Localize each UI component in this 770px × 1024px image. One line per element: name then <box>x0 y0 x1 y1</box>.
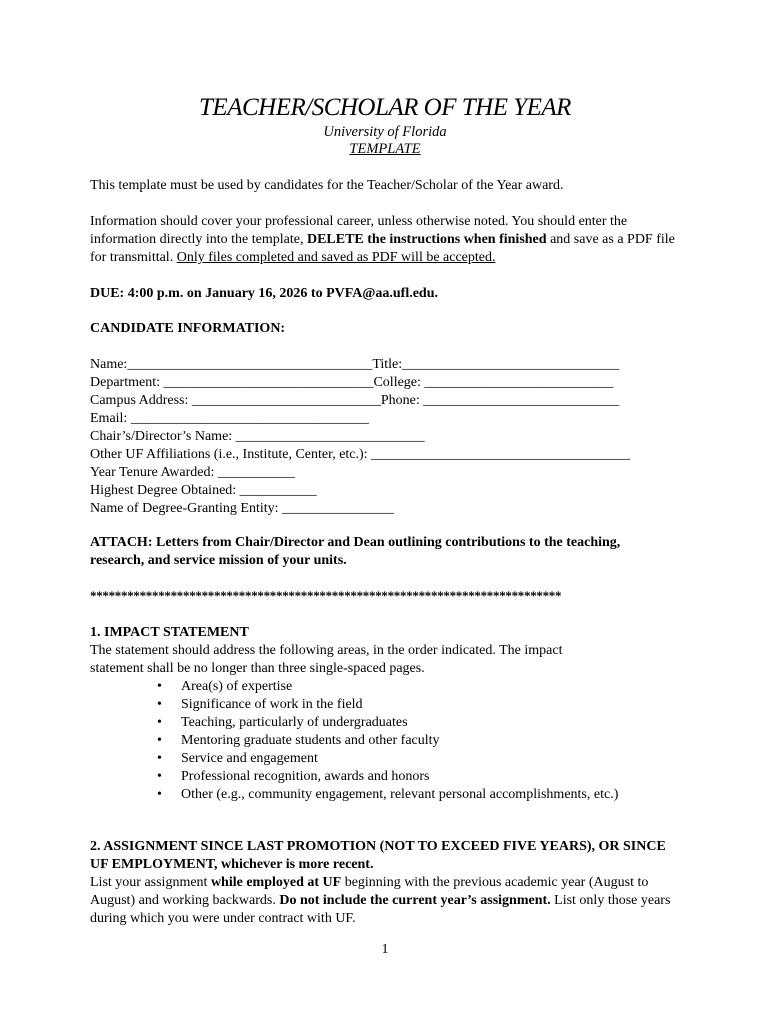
list-item: • Other (e.g., community engagement, relevant personal accomplishments, etc.) <box>157 787 619 802</box>
page-number: 1 <box>381 942 389 957</box>
delete-instructions-note: DELETE the instructions when finished <box>306 232 547 247</box>
list-item: • Mentoring graduate students and other faculty <box>157 733 440 748</box>
page-title: TEACHER/SCHOLAR OF THE YEAR <box>199 94 571 121</box>
bullet-icon: • <box>157 751 162 766</box>
institution-name: University of Florida <box>323 124 447 140</box>
separator-line: **************************************************************************** <box>90 588 562 603</box>
attach-note: ATTACH: Letters from Chair/Director and Dean outlining contributions to the teaching, research, and service mission of your units. <box>90 535 621 568</box>
list-item: • Service and engagement <box>157 751 318 766</box>
field-degree-entity[interactable]: Name of Degree-Granting Entity: ________________ <box>90 501 395 516</box>
assignment-text: List your assignment while employed at UF beginning with the previous academic year (August to August) and working backwards. Do not include the current year’s assignment. List only those years during which you were under contract with UF. <box>90 875 671 926</box>
bullet-icon: • <box>157 733 162 748</box>
impact-heading: 1. IMPACT STATEMENT <box>90 625 249 640</box>
field-other-affiliations[interactable]: Other UF Affiliations (i.e., Institute, Center, etc.): _____________________________________ <box>90 447 631 462</box>
list-item: • Area(s) of expertise <box>157 679 293 694</box>
intro-paragraph-2 <box>90 213 690 267</box>
pdf-only-note: Only files completed and saved as PDF will be accepted. <box>176 250 496 265</box>
bullet-icon: • <box>157 769 162 784</box>
field-tenure-year[interactable]: Year Tenure Awarded: ___________ <box>90 465 295 480</box>
bullet-icon: • <box>157 679 162 694</box>
field-name-title[interactable]: Name:___________________________________Title:_______________________________ <box>90 357 620 372</box>
field-email[interactable]: Email: __________________________________ <box>90 411 369 426</box>
bullet-icon: • <box>157 715 162 730</box>
field-highest-degree[interactable]: Highest Degree Obtained: ___________ <box>90 483 317 498</box>
field-address-phone[interactable]: Campus Address: ___________________________Phone: ____________________________ <box>90 393 620 408</box>
assignment-heading: 2. ASSIGNMENT SINCE LAST PROMOTION (NOT TO EXCEED FIVE YEARS), OR SINCE UF EMPLOYMENT, whichever is more recent. <box>90 839 666 872</box>
list-item: • Teaching, particularly of undergraduates <box>157 715 408 730</box>
impact-text: The statement should address the following areas, in the order indicated. The impact statement shall be no longer than three single-spaced pages. <box>90 643 563 676</box>
due-date: DUE: 4:00 p.m. on January 16, 2026 to PVFA@aa.ufl.edu. <box>90 286 438 301</box>
bullet-icon: • <box>157 697 162 712</box>
bullet-icon: • <box>157 787 162 802</box>
candidate-fields <box>90 356 690 518</box>
list-item: • Professional recognition, awards and honors <box>157 769 430 784</box>
candidate-heading: CANDIDATE INFORMATION: <box>90 321 286 336</box>
impact-list <box>157 678 637 804</box>
intro-text: Information should cover your professional career, unless otherwise noted. You should enter the information directly into the template, <box>90 214 628 247</box>
template-label: TEMPLATE <box>349 141 421 157</box>
intro-paragraph-1: This template must be used by candidates for the Teacher/Scholar of the Year award. <box>90 178 564 193</box>
intro-text-cont: and save as a PDF file for transmittal. <box>90 232 675 265</box>
field-chair-name[interactable]: Chair’s/Director’s Name: ___________________________ <box>90 429 425 444</box>
list-item: • Significance of work in the field <box>157 697 363 712</box>
field-department-college[interactable]: Department: ______________________________College: ___________________________ <box>90 375 614 390</box>
